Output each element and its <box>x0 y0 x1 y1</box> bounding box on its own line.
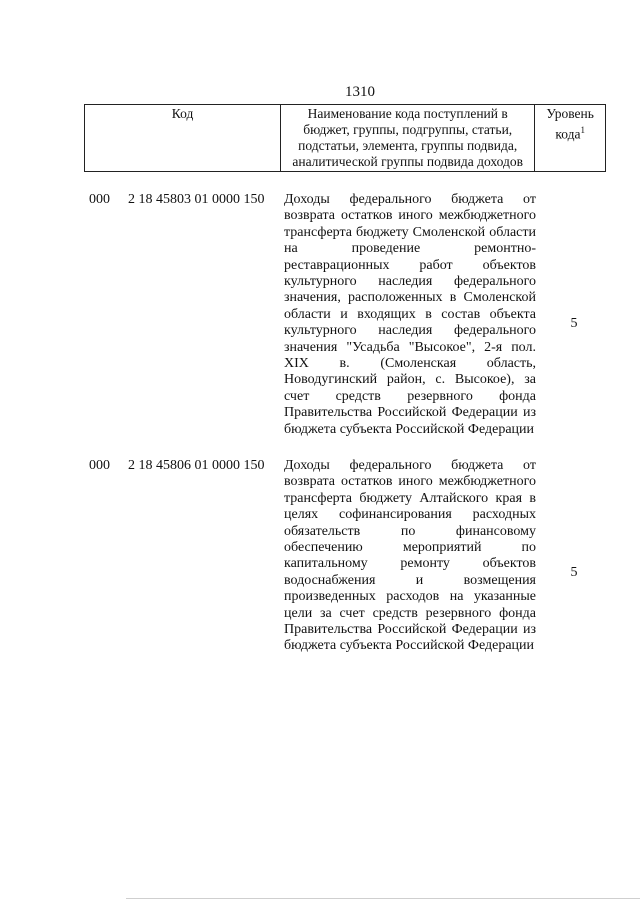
footnote-marker: 1 <box>580 125 585 135</box>
income-code: 2 18 45806 01 0000 150 <box>128 458 265 473</box>
code-level: 5 <box>570 316 578 331</box>
table-header <box>84 104 606 172</box>
page-edge-line <box>126 898 640 899</box>
header-code: Код <box>85 105 281 172</box>
header-name: Наименование кода поступлений в бюджет, группы, подгруппы, статьи, подстатьи, элемента, группы подвида, аналитической группы подвида доходов <box>281 105 535 172</box>
admin-code: 000 <box>89 458 110 473</box>
code-level: 5 <box>570 565 578 580</box>
header-level <box>535 105 606 172</box>
header-level-label: Уровень кода <box>546 106 594 142</box>
income-name: Доходы федерального бюджета от возврата остатков иного межбюджетного трансферта бюджету Смоленской области на проведение ремонтно-реставрационных работ объектов культурного наследия федерального значения, расположенных в Смоленской области и входящих в состав объекта культурного наследия федерального значения "Усадьба "Высокое", 2-я пол. XIX в. (Смоленская область, Новодугинский район, с. Высокое), за счет средств резервного фонда Правительства Российской Федерации из бюджета субъекта Российской Федерации <box>284 192 536 437</box>
income-name: Доходы федерального бюджета от возврата остатков иного межбюджетного трансферта бюджету Алтайского края в целях софинансирования расходных обязательств по финансовому обеспечению мероприятий по капитальному ремонту объектов водоснабжения и возмещения произведенных расходов на указанные цели за счет средств резервного фонда Правительства Российской Федерации из бюджета субъекта Российской Федерации <box>284 458 536 654</box>
admin-code: 000 <box>89 192 110 207</box>
page-number: 1310 <box>345 84 375 100</box>
income-code: 2 18 45803 01 0000 150 <box>128 192 265 207</box>
